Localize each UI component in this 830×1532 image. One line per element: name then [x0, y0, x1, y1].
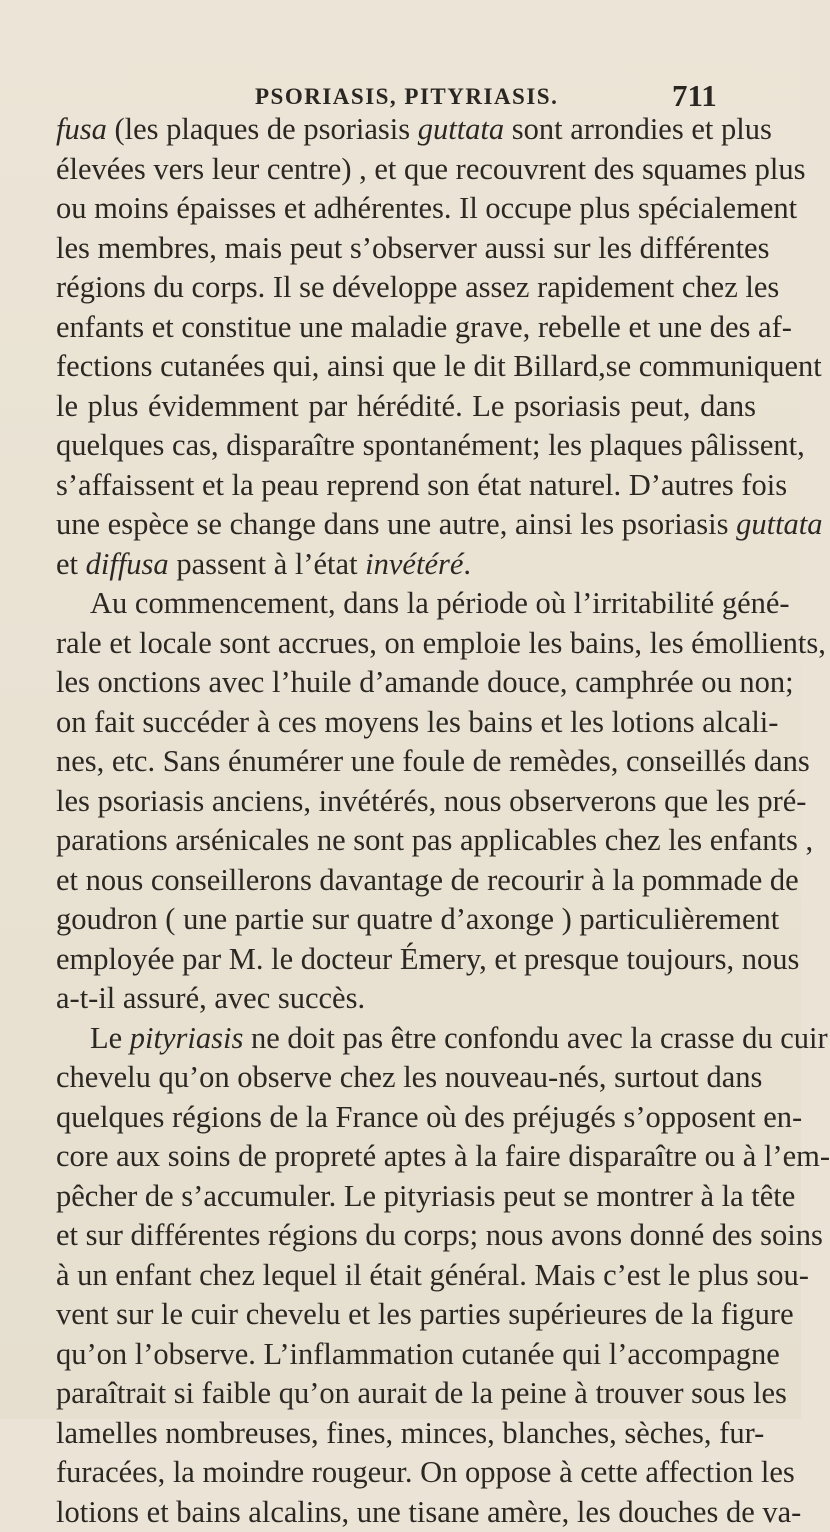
text-run: régions du corps. Il se développe assez rapidement chez les: [56, 270, 779, 304]
text-run: fections cutanées qui, ainsi que le dit Billard,se communiquent: [56, 349, 822, 383]
running-head: PSORIASIS, PITYRIASIS.: [255, 84, 558, 110]
text-line: [56, 1493, 756, 1532]
body-text: [56, 110, 756, 1532]
italic-term: guttata: [736, 507, 822, 541]
text-line: [56, 1058, 756, 1098]
text-line: [56, 110, 756, 150]
text-line: [56, 703, 756, 743]
text-run: sont arrondies et plus: [504, 112, 772, 146]
text-run: nes, etc. Sans énumérer une foule de remèdes, conseillés dans: [56, 744, 810, 778]
text-run: s’affaissent et la peau reprend son état naturel. D’autres fois: [56, 468, 787, 502]
text-line: [56, 782, 756, 822]
text-run: employée par M. le docteur Émery, et presque toujours, nous: [56, 942, 799, 976]
text-line: [56, 1216, 756, 1256]
text-run: Le: [90, 1021, 130, 1055]
text-line: [56, 900, 756, 940]
text-run: enfants et constitue une maladie grave, rebelle et une des af-: [56, 310, 792, 344]
text-run: vent sur le cuir chevelu et les parties supérieures de la figure: [56, 1297, 794, 1331]
text-run: les membres, mais peut s’observer aussi sur les différentes: [56, 231, 769, 265]
text-line: [56, 387, 756, 427]
text-run: Au commencement, dans la période où l’irritabilité géné-: [90, 586, 790, 620]
text-run: core aux soins de propreté aptes à la faire disparaître ou à l’em-: [56, 1139, 830, 1173]
text-run: ne doit pas être confondu avec la crasse du cuir: [243, 1021, 827, 1055]
text-line: [56, 466, 756, 506]
text-line: [56, 150, 756, 190]
text-line: [56, 229, 756, 269]
text-line: [56, 584, 756, 624]
text-run: lotions et bains alcalins, une tisane amère, les douches de va-: [56, 1495, 801, 1529]
text-run: goudron ( une partie sur quatre d’axonge ) particulièrement: [56, 902, 779, 936]
text-run: (les plaques de psoriasis: [107, 112, 418, 146]
text-run: à un enfant chez lequel il était général. Mais c’est le plus sou-: [56, 1258, 809, 1292]
text-line: [56, 1098, 756, 1138]
text-run: passent à l’état: [169, 547, 365, 581]
text-line: [56, 742, 756, 782]
text-run: rale et locale sont accrues, on emploie les bains, les émollients,: [56, 626, 826, 660]
text-run: qu’on l’observe. L’inflammation cutanée qui l’accompagne: [56, 1337, 780, 1371]
text-line: [56, 1453, 756, 1493]
text-run: les psoriasis anciens, invétérés, nous observerons que les pré-: [56, 784, 806, 818]
text-line: [56, 505, 756, 545]
page-number: 711: [672, 78, 717, 114]
text-line: [56, 1335, 756, 1375]
text-run: une espèce se change dans une autre, ainsi les psoriasis: [56, 507, 736, 541]
text-run: paraîtrait si faible qu’on aurait de la peine à trouver sous les: [56, 1376, 787, 1410]
text-run: et sur différentes régions du corps; nous avons donné des soins: [56, 1218, 823, 1252]
text-run: quelques cas, disparaître spontanément; les plaques pâlissent,: [56, 428, 805, 462]
italic-term: guttata: [418, 112, 504, 146]
text-line: [56, 821, 756, 861]
text-line: [56, 308, 756, 348]
text-run: et: [56, 547, 86, 581]
text-line: [56, 545, 756, 585]
text-run: ou moins épaisses et adhérentes. Il occupe plus spécialement: [56, 191, 797, 225]
text-line: [56, 268, 756, 308]
text-line: [56, 979, 756, 1019]
text-line: [56, 1414, 756, 1454]
text-run: a-t-il assuré, avec succès.: [56, 981, 365, 1015]
text-line: [56, 1137, 756, 1177]
text-line: [56, 426, 756, 466]
text-line: [56, 189, 756, 229]
text-run: chevelu qu’on observe chez les nouveau-nés, surtout dans: [56, 1060, 762, 1094]
text-run: le plus évidemment par hérédité. Le psoriasis peut, dans: [56, 389, 756, 423]
text-run: les onctions avec l’huile d’amande douce, camphrée ou non;: [56, 665, 794, 699]
text-run: parations arsénicales ne sont pas applicables chez les enfants ,: [56, 823, 813, 857]
text-run: lamelles nombreuses, fines, minces, blanches, sèches, fur-: [56, 1416, 764, 1450]
text-run: et nous conseillerons davantage de recourir à la pommade de: [56, 863, 799, 897]
text-line: [56, 663, 756, 703]
text-line: [56, 347, 756, 387]
italic-term: fusa: [56, 112, 107, 146]
italic-term: pityriasis: [130, 1021, 244, 1055]
text-line: [56, 1295, 756, 1335]
text-line: [56, 1256, 756, 1296]
text-line: [56, 1374, 756, 1414]
text-run: furacées, la moindre rougeur. On oppose à cette affection les: [56, 1455, 795, 1489]
text-line: [56, 1019, 756, 1059]
italic-term: diffusa: [86, 547, 169, 581]
text-line: [56, 861, 756, 901]
text-run: on fait succéder à ces moyens les bains et les lotions alcali-: [56, 705, 778, 739]
text-line: [56, 940, 756, 980]
text-run: pêcher de s’accumuler. Le pityriasis peut se montrer à la tête: [56, 1179, 795, 1213]
text-line: [56, 1177, 756, 1217]
text-run: .: [463, 547, 471, 581]
text-run: quelques régions de la France où des préjugés s’opposent en-: [56, 1100, 802, 1134]
text-run: élevées vers leur centre) , et que recouvrent des squames plus: [56, 152, 805, 186]
italic-term: invétéré: [365, 547, 463, 581]
text-line: [56, 624, 756, 664]
